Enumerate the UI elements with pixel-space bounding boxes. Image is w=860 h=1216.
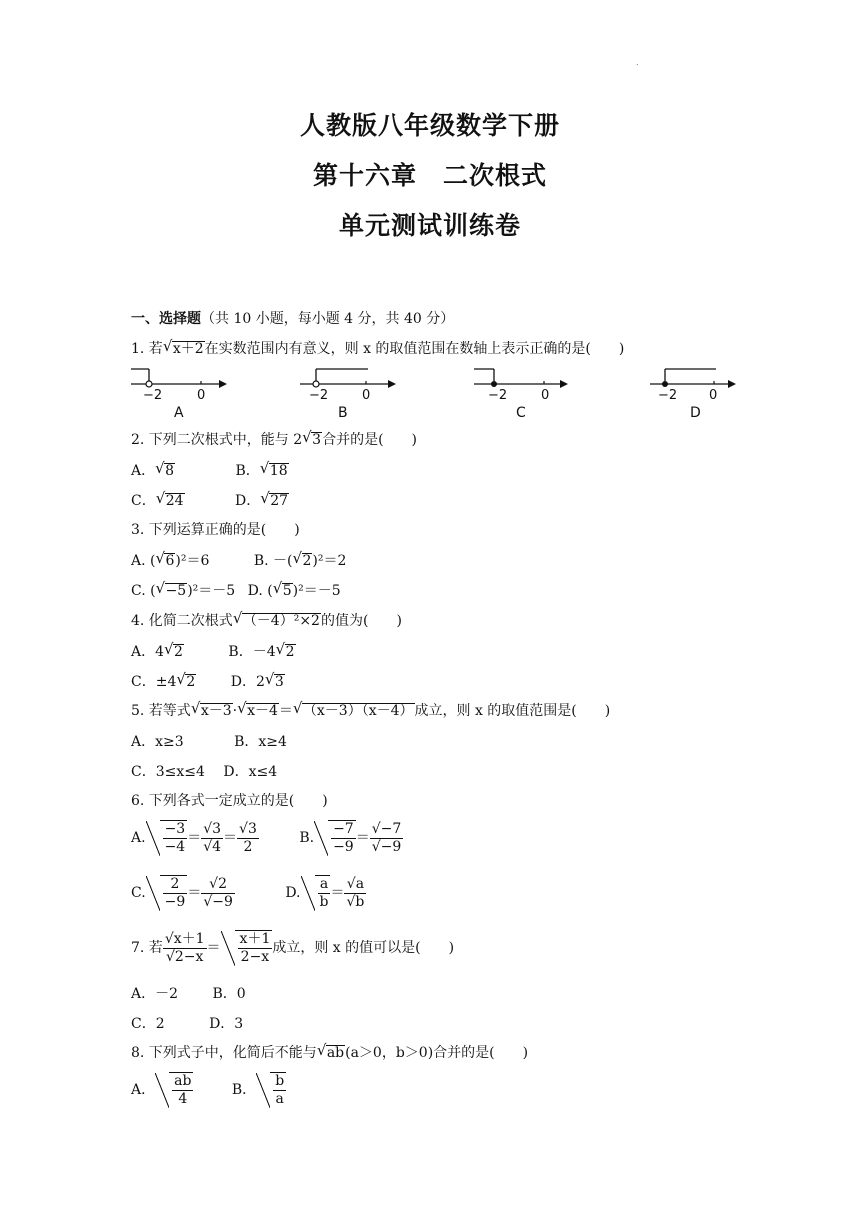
q6-d-n1: a <box>318 876 331 894</box>
q8-pre: 8. 下列式子中，化简后不能与 <box>131 1045 317 1061</box>
q5-post: 成立，则 x 的取值范围是( ) <box>414 703 611 719</box>
q4-post: 的值为( ) <box>320 613 402 629</box>
question-1 <box>131 339 624 359</box>
q3-a-pre: A. ( <box>131 553 156 569</box>
q6-a-n1: −3 <box>164 821 186 837</box>
axis-label-minus2-a: −2 <box>143 388 163 403</box>
axis-label-zero-b: 0 <box>362 388 371 403</box>
q6-c-frac1 <box>163 876 188 911</box>
q5-eq: ＝ <box>278 703 293 719</box>
q7-d2: 2−x <box>240 949 270 965</box>
question-2 <box>131 430 417 450</box>
q4-b-radical: √ 2 <box>285 644 296 660</box>
q5-dot: · <box>232 703 238 719</box>
q6-c-sqrt <box>160 875 188 911</box>
q2-option-b: B． <box>235 463 260 479</box>
question-4 <box>131 611 402 631</box>
q6-options-row1 <box>131 820 403 856</box>
q6-c-d1: −9 <box>164 894 186 910</box>
q6-a-frac3 <box>237 821 259 856</box>
q5-pre: 5. 若等式 <box>131 703 191 719</box>
q8-a-d: 4 <box>178 1091 188 1107</box>
q6-a-frac1 <box>163 821 188 856</box>
doc-title-test: 单元测试训练卷 <box>338 211 521 240</box>
q6-a-eq2: ＝ <box>223 830 238 846</box>
q3-d-pre: D. ( <box>247 583 273 599</box>
q6-option-d: D. <box>285 885 301 901</box>
question-8 <box>131 1043 528 1063</box>
q6-a-sqrt <box>160 820 188 856</box>
option-d-label: D <box>690 405 701 421</box>
q7-pre: 7. 若 <box>131 940 163 956</box>
question-3: 3. 下列运算正确的是( ) <box>131 522 300 538</box>
q8-a-n: ab <box>174 1073 192 1089</box>
q3-a-radical: √ 6 <box>164 553 175 569</box>
q3-b-pre: B. －( <box>253 553 293 569</box>
q7-n2: x＋1 <box>239 931 271 947</box>
q5-options-row1 <box>131 731 287 751</box>
q4-radical: √ （－4）²×2 <box>242 613 321 629</box>
q6-c-n2: √2 <box>201 876 235 894</box>
q5-option-c: C．3≤x≤4 <box>131 764 205 780</box>
question-7 <box>131 930 454 966</box>
page-mark: . <box>636 58 639 67</box>
q7-option-d: D．3 <box>209 1016 244 1032</box>
q6-a-frac2 <box>201 821 223 856</box>
section-note: （共 10 小题，每小题 4 分，共 40 分） <box>201 311 455 327</box>
q3-b-post: )²＝2 <box>312 553 347 569</box>
option-c-label: C <box>516 405 526 421</box>
q7-d1: √2−x <box>165 948 204 965</box>
q2-options-row2 <box>131 490 289 510</box>
q5-options-row2 <box>131 761 277 781</box>
q6-b-eq: ＝ <box>355 830 370 846</box>
q8-a-frac <box>172 1073 193 1108</box>
q6-a-n2: √3 <box>203 820 222 837</box>
q3-b-radical: √ 2 <box>302 553 313 569</box>
q4-options-row2 <box>131 671 285 691</box>
q2-d-radical: √ 27 <box>269 493 289 509</box>
q6-option-c: C. <box>131 885 146 901</box>
q5-option-a: A．x≥3 <box>131 734 184 750</box>
q1-post: 在实数范围内有意义，则 x 的取值范围在数轴上表示正确的是( ) <box>204 341 625 357</box>
q6-c-eq: ＝ <box>187 885 202 901</box>
section-title: 一、选择题 <box>131 311 201 327</box>
q6-options-row2 <box>131 875 366 911</box>
q6-b-d1: −9 <box>333 839 354 855</box>
q2-post: 合并的是( ) <box>322 432 418 448</box>
q4-options-row1 <box>131 641 296 661</box>
q3-d-post: )²＝－5 <box>292 583 341 599</box>
q6-a-eq1: ＝ <box>187 830 202 846</box>
q8-post: (a＞0，b＞0)合并的是( ) <box>345 1045 529 1061</box>
q3-c-pre: C. ( <box>131 583 156 599</box>
q8-b-d: a <box>275 1091 284 1107</box>
q4-a-radical: √ 2 <box>173 644 184 660</box>
q3-a-post: )²＝6 <box>175 553 210 569</box>
q4-d-radical: √ 3 <box>274 674 285 690</box>
q7-frac-left <box>163 931 207 966</box>
q8-b-sqrt <box>270 1072 286 1108</box>
q2-pre: 2. 下列二次根式中，能与 2 <box>131 432 303 448</box>
axis-label-minus2-d: −2 <box>658 388 678 403</box>
q6-a-d1: −4 <box>164 839 186 855</box>
q4-option-b: B．－4 <box>228 644 276 660</box>
q8-radical: √ ab <box>326 1045 345 1061</box>
q7-option-a: A．－2 <box>131 986 179 1002</box>
q7-sqrt <box>235 930 273 966</box>
q6-c-frac2 <box>201 876 235 911</box>
q6-d-sqrt <box>315 875 331 911</box>
q4-option-c: C．±4 <box>131 674 177 690</box>
section-heading <box>131 309 454 329</box>
q4-option-d: D．2 <box>230 674 265 690</box>
doc-title-textbook: 人教版八年级数学下册 <box>299 111 560 140</box>
q5-radical-3: √ （x－3）（x－4） <box>302 703 415 719</box>
q2-a-radical: √ 8 <box>164 463 175 479</box>
q6-a-d3: 2 <box>243 838 253 855</box>
q6-d-d1: b <box>319 894 329 910</box>
q6-b-n1: −7 <box>333 821 354 837</box>
q7-options-row2 <box>131 1013 243 1033</box>
q1-radical: √ x＋2 <box>172 341 205 357</box>
q7-frac-right <box>238 931 273 966</box>
axis-label-zero-d: 0 <box>709 388 718 403</box>
option-b-label: B <box>338 405 348 421</box>
q5-radical-1: √ x－3 <box>200 703 233 719</box>
option-a-label: A <box>174 405 184 421</box>
q7-options-row1 <box>131 983 246 1003</box>
q6-b-d2: √−9 <box>371 838 402 855</box>
q2-option-a: A． <box>131 463 156 479</box>
q5-radical-2: √ x－4 <box>246 703 279 719</box>
axis-label-zero-c: 0 <box>541 388 550 403</box>
q2-b-radical: √ 18 <box>269 463 289 479</box>
q7-eq: ＝ <box>206 940 221 956</box>
q8-b-frac <box>273 1073 286 1108</box>
q7-n1: √x＋1 <box>164 930 205 947</box>
axis-label-minus2-b: −2 <box>309 388 329 403</box>
question-6: 6. 下列各式一定成立的是( ) <box>131 793 328 809</box>
q6-d-frac2 <box>344 876 366 911</box>
q2-c-radical: √ 24 <box>165 493 185 509</box>
q6-d-frac1 <box>318 876 331 911</box>
question-5 <box>131 701 610 721</box>
q3-d-radical: √ 5 <box>282 583 293 599</box>
q8-a-sqrt <box>169 1072 193 1108</box>
q6-b-frac2 <box>370 821 404 856</box>
q4-pre: 4. 化简二次根式 <box>131 613 233 629</box>
q6-d-n2: √a <box>344 876 366 894</box>
q6-option-b: B. <box>299 830 315 846</box>
q2-option-c: C． <box>131 493 156 509</box>
q6-b-sqrt <box>328 820 356 856</box>
q2-option-d: D． <box>235 493 261 509</box>
q6-c-n1: 2 <box>163 876 188 894</box>
q1-pre: 1. 若 <box>131 341 163 357</box>
q7-post: 成立，则 x 的值可以是( ) <box>272 940 455 956</box>
q2-radical: √ 3 <box>311 432 322 448</box>
q5-option-b: B．x≥4 <box>234 734 287 750</box>
axis-label-minus2-c: −2 <box>488 388 508 403</box>
q8-b-n: b <box>275 1073 285 1089</box>
q8-option-b: B． <box>231 1082 257 1098</box>
q8-option-a: A． <box>131 1082 156 1098</box>
q3-options-row1 <box>131 550 346 570</box>
q5-option-d: D．x≤4 <box>223 764 278 780</box>
q3-c-radical: √ −5 <box>165 583 188 599</box>
q7-option-c: C．2 <box>131 1016 165 1032</box>
q6-a-d2: √4 <box>203 838 222 855</box>
q6-d-eq: ＝ <box>330 885 345 901</box>
q6-c-d2: √−9 <box>203 893 233 910</box>
q6-b-frac1 <box>331 821 356 856</box>
q4-option-a: A．4 <box>131 644 165 660</box>
q6-b-n2: √−7 <box>371 820 402 837</box>
q2-options-row1 <box>131 460 289 480</box>
axis-label-zero-a: 0 <box>197 388 206 403</box>
q3-c-post: )²＝－5 <box>187 583 236 599</box>
q6-a-n3: √3 <box>239 820 257 837</box>
q8-options-row1 <box>131 1072 286 1108</box>
q4-c-radical: √ 2 <box>185 674 196 690</box>
q6-option-a: A. <box>131 830 146 846</box>
q7-option-b: B．0 <box>212 986 246 1002</box>
q3-options-row2 <box>131 580 341 600</box>
doc-title-chapter: 第十六章 二次根式 <box>312 161 547 190</box>
q6-d-d2: √b <box>346 893 365 910</box>
